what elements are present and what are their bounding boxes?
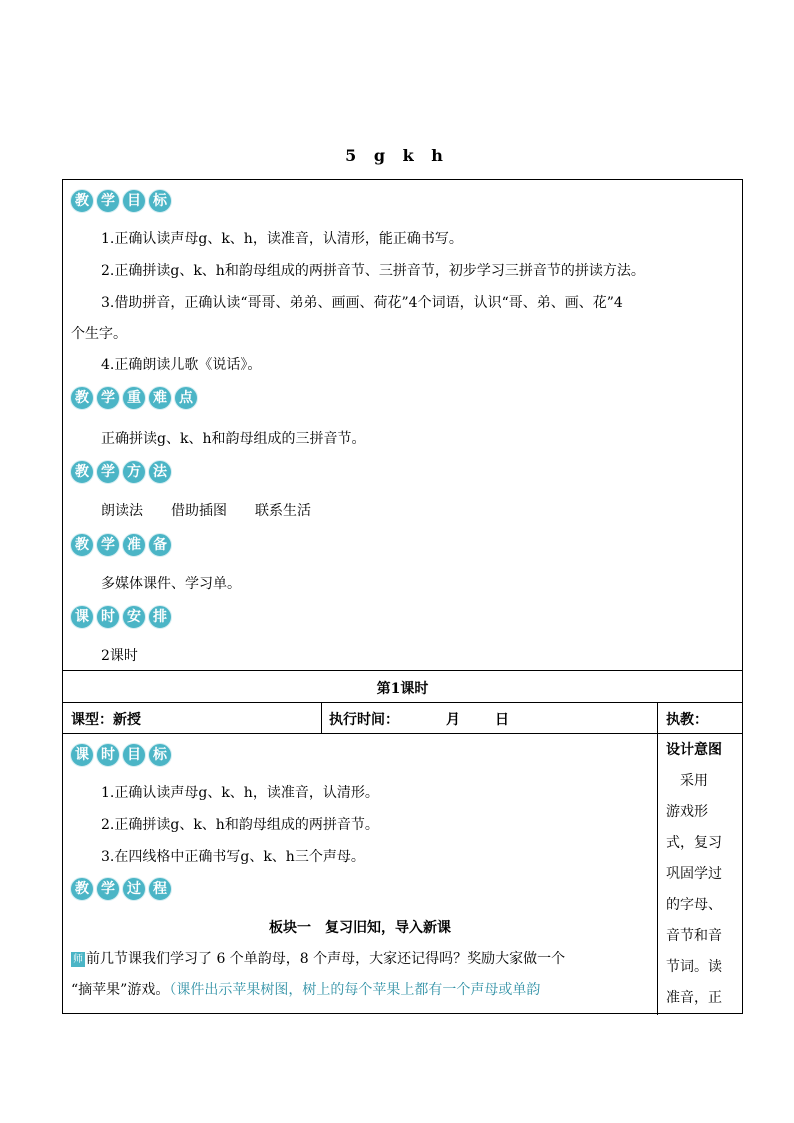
keypoints-text: 正确拼读g、k、h和韵母组成的三拼音节。 xyxy=(101,431,366,447)
rule xyxy=(63,670,742,671)
goal-item-1: 1.正确认读声母g、k、h，读准音，认清形，能正确书写。 xyxy=(101,231,463,247)
prep-text: 多媒体课件、学习单。 xyxy=(101,576,241,592)
section-badge-schedule: 课 时 安 排 xyxy=(70,605,172,629)
goal-item-3a: 3.借助拼音，正确认读“哥哥、弟弟、画画、荷花”4个词语，认识“哥、弟、画、花”4 xyxy=(101,295,623,311)
schedule-text: 2课时 xyxy=(101,648,138,664)
teacher-label: 执教： xyxy=(666,712,708,728)
process-block-title: 板块一 复习旧知，导入新课 xyxy=(269,920,451,936)
goal-item-2: 2.正确拼读g、k、h和韵母组成的两拼音节、三拼音节，初步学习三拼音节的拼读方法。 xyxy=(101,263,645,279)
process-paragraph-2: “摘苹果”游戏。（课件出示苹果树图，树上的每个苹果上都有一个声母或单韵 xyxy=(71,982,541,998)
design-line: 音节和音 xyxy=(666,928,722,944)
section-badge-keypoints: 教 学 重 难 点 xyxy=(70,386,198,410)
rule xyxy=(63,733,742,734)
methods-text: 朗读法 借助插图 联系生活 xyxy=(101,503,311,519)
design-line: 节词。读 xyxy=(666,959,722,975)
design-line: 式，复习 xyxy=(666,835,722,851)
execution-day: 日 xyxy=(495,712,509,728)
design-line: 的字母、 xyxy=(666,897,722,913)
goal-item-4: 4.正确朗读儿歌《说话》。 xyxy=(101,357,262,373)
design-line: 采用 xyxy=(666,773,708,789)
design-intent-header: 设计意图 xyxy=(666,742,722,758)
section-badge-lesson-goals: 课 时 目 标 xyxy=(70,743,172,767)
goal-item-3b: 个生字。 xyxy=(71,326,127,342)
design-line: 游戏形 xyxy=(666,804,708,820)
teacher-tag-icon: 师 xyxy=(73,954,83,965)
section-badge-methods: 教 学 方 法 xyxy=(70,460,172,484)
process-paragraph-1: 师 前几节课我们学习了 6 个单韵母，8 个声母，大家还记得吗？奖励大家做一个 xyxy=(73,951,566,967)
section-badge-process: 教 学 过 程 xyxy=(70,877,172,901)
execution-month: 月 xyxy=(446,712,460,728)
lesson-goal-item-2: 2.正确拼读g、k、h和韵母组成的两拼音节。 xyxy=(101,817,379,833)
section-badge-prep: 教 学 准 备 xyxy=(70,533,172,557)
lesson-plan-table xyxy=(62,179,743,1014)
section-badge-goals: 教 学 目 标 xyxy=(70,189,172,213)
rule xyxy=(63,702,742,703)
lesson-type: 课型：新授 xyxy=(71,712,141,728)
design-line: 准音，正 xyxy=(666,990,722,1006)
divider xyxy=(657,702,658,1015)
lesson-header: 第1课时 xyxy=(376,681,429,697)
design-line: 巩固学过 xyxy=(666,866,722,882)
execution-time-label: 执行时间： xyxy=(329,712,399,728)
page-title: 5 g k h xyxy=(345,146,449,165)
lesson-goal-item-1: 1.正确认读声母g、k、h，读准音，认清形。 xyxy=(101,785,379,801)
lesson-goal-item-3: 3.在四线格中正确书写g、k、h三个声母。 xyxy=(101,849,365,865)
divider xyxy=(321,702,322,733)
